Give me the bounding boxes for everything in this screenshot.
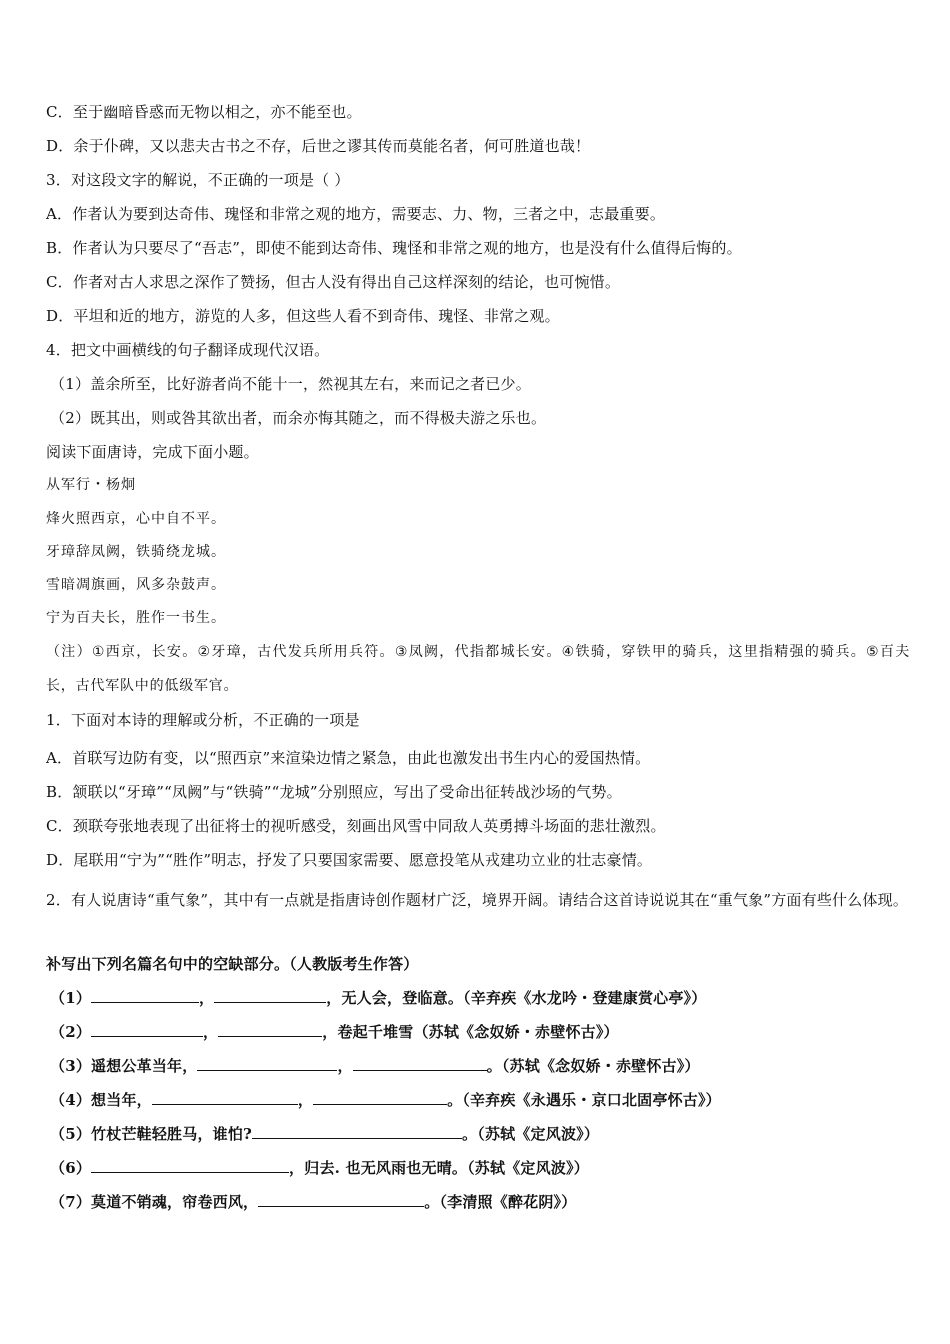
item-number: （7） <box>50 1193 92 1211</box>
answer-blank[interactable] <box>252 1124 462 1139</box>
q3-option-a: A．作者认为要到达奇伟、瑰怪和非常之观的地方，需要志、力、物，三者之中，志最重要。 <box>46 205 666 223</box>
item-number: （3） <box>50 1057 92 1075</box>
item-text: ，卷起千堆雪（苏轼《念奴娇・赤壁怀古》） <box>322 1023 619 1041</box>
fill-blanks-heading: 补写出下列名篇名句中的空缺部分。（人教版考生作答） <box>46 955 419 973</box>
item-text: ， <box>337 1057 353 1075</box>
q2-option-c: C．至于幽暗昏惑而无物以相之，亦不能至也。 <box>46 103 362 121</box>
q4-sentence-2: （2）既其出，则或咎其欲出者，而余亦悔其随之，而不得极夫游之乐也。 <box>50 409 547 427</box>
q4-sentence-1: （1）盖余所至，比好游者尚不能十一，然视其左右，来而记之者已少。 <box>50 375 531 393</box>
poem-line: 烽火照西京，心中自不平。 <box>46 511 226 527</box>
answer-blank[interactable] <box>91 1158 289 1173</box>
item-number: （6） <box>50 1159 92 1177</box>
answer-blank[interactable] <box>218 1022 322 1037</box>
fill-item-1 <box>50 987 910 1009</box>
item-text: 莫道不销魂，帘卷西风， <box>91 1193 259 1211</box>
poem-line: 牙璋辞凤阙，铁骑绕龙城。 <box>46 544 226 560</box>
item-number: （4） <box>50 1091 92 1109</box>
q3-option-d: D．平坦和近的地方，游览的人多，但这些人看不到奇伟、瑰怪、非常之观。 <box>46 307 560 325</box>
item-text: ， <box>199 989 215 1007</box>
poem-q1-option-c: C．颈联夸张地表现了出征将士的视听感受，刻画出风雪中同敌人英勇搏斗场面的悲壮激烈。 <box>46 817 666 835</box>
answer-blank[interactable] <box>91 1022 203 1037</box>
fill-item-5 <box>50 1123 910 1145</box>
q3-stem: 3．对这段文字的解说，不正确的一项是（ ） <box>46 171 350 189</box>
item-text: ， <box>297 1091 314 1109</box>
item-text: 。（辛弃疾《永遇乐・京口北固亭怀古》） <box>447 1091 721 1109</box>
item-text: 。（李清照《醉花阴》） <box>424 1193 577 1211</box>
poem-line: 雪暗凋旗画，风多杂鼓声。 <box>46 577 226 593</box>
item-text: 。（苏轼《定风波》） <box>462 1125 600 1143</box>
answer-blank[interactable] <box>152 1090 298 1105</box>
answer-blank[interactable] <box>91 988 199 1003</box>
poem-annotation: （注）①西京，长安。②牙璋，古代发兵所用兵符。③凤阙，代指都城长安。④铁骑，穿铁甲的骑兵，这里指精强的骑兵。⑤百夫长，古代军队中的低级军官。 <box>46 644 910 694</box>
answer-blank[interactable] <box>197 1056 337 1071</box>
item-text: ，无人会，登临意。（辛弃疾《水龙吟・登建康赏心亭》） <box>326 989 707 1007</box>
answer-blank[interactable] <box>353 1056 487 1071</box>
q2-option-d: D．余于仆碑，又以悲夫古书之不存，后世之谬其传而莫能名者，何可胜道也哉！ <box>46 137 591 155</box>
fill-item-7 <box>50 1191 910 1213</box>
poem-q1-stem: 1．下面对本诗的理解或分析，不正确的一项是 <box>46 711 360 729</box>
q3-option-b: B．作者认为只要尽了“吾志”，即使不能到达奇伟、瑰怪和非常之观的地方，也是没有什么值得后悔的。 <box>46 239 742 257</box>
fill-item-2 <box>50 1021 910 1043</box>
item-number: （5） <box>50 1125 92 1143</box>
item-text: 。（苏轼《念奴娇・赤壁怀古》） <box>486 1057 700 1075</box>
answer-blank[interactable] <box>258 1192 424 1207</box>
item-text: 想当年， <box>91 1091 152 1109</box>
answer-blank[interactable] <box>313 1090 447 1105</box>
poem-q1-option-b: B．颔联以“牙璋”“凤阙”与“铁骑”“龙城”分别照应，写出了受命出征转战沙场的气势。 <box>46 783 622 801</box>
fill-item-3 <box>50 1055 910 1077</box>
item-text: 竹杖芒鞋轻胜马，谁怕? <box>91 1125 253 1143</box>
q4-stem: 4．把文中画横线的句子翻译成现代汉语。 <box>46 341 330 359</box>
item-number: （2） <box>50 1023 92 1041</box>
q3-option-c: C．作者对古人求思之深作了赞扬，但古人没有得出自己这样深刻的结论，也可惋惜。 <box>46 273 621 291</box>
poem-intro: 阅读下面唐诗，完成下面小题。 <box>46 443 259 461</box>
item-text: ，归去. 也无风雨也无晴。（苏轼《定风波》） <box>289 1159 589 1177</box>
item-text: ， <box>203 1023 219 1041</box>
poem-q1-option-d: D．尾联用“宁为”“胜作”明志，抒发了只要国家需要、愿意投笔从戎建功立业的壮志豪情。 <box>46 851 653 869</box>
poem-line: 宁为百夫长，胜作一书生。 <box>46 610 226 626</box>
fill-item-4 <box>50 1089 910 1111</box>
poem-title: 从军行・杨炯 <box>46 477 136 493</box>
answer-blank[interactable] <box>214 988 326 1003</box>
item-text: 遥想公革当年， <box>91 1057 198 1075</box>
item-number: （1） <box>50 989 92 1007</box>
poem-q2-stem: 2．有人说唐诗“重气象”，其中有一点就是指唐诗创作题材广泛，境界开阔。请结合这首诗说说其在“重气象”方面有些什么体现。 <box>46 891 909 909</box>
poem-q1-option-a: A．首联写边防有变，以“照西京”来渲染边情之紧急，由此也激发出书生内心的爱国热情。 <box>46 749 651 767</box>
fill-item-6 <box>50 1157 910 1179</box>
